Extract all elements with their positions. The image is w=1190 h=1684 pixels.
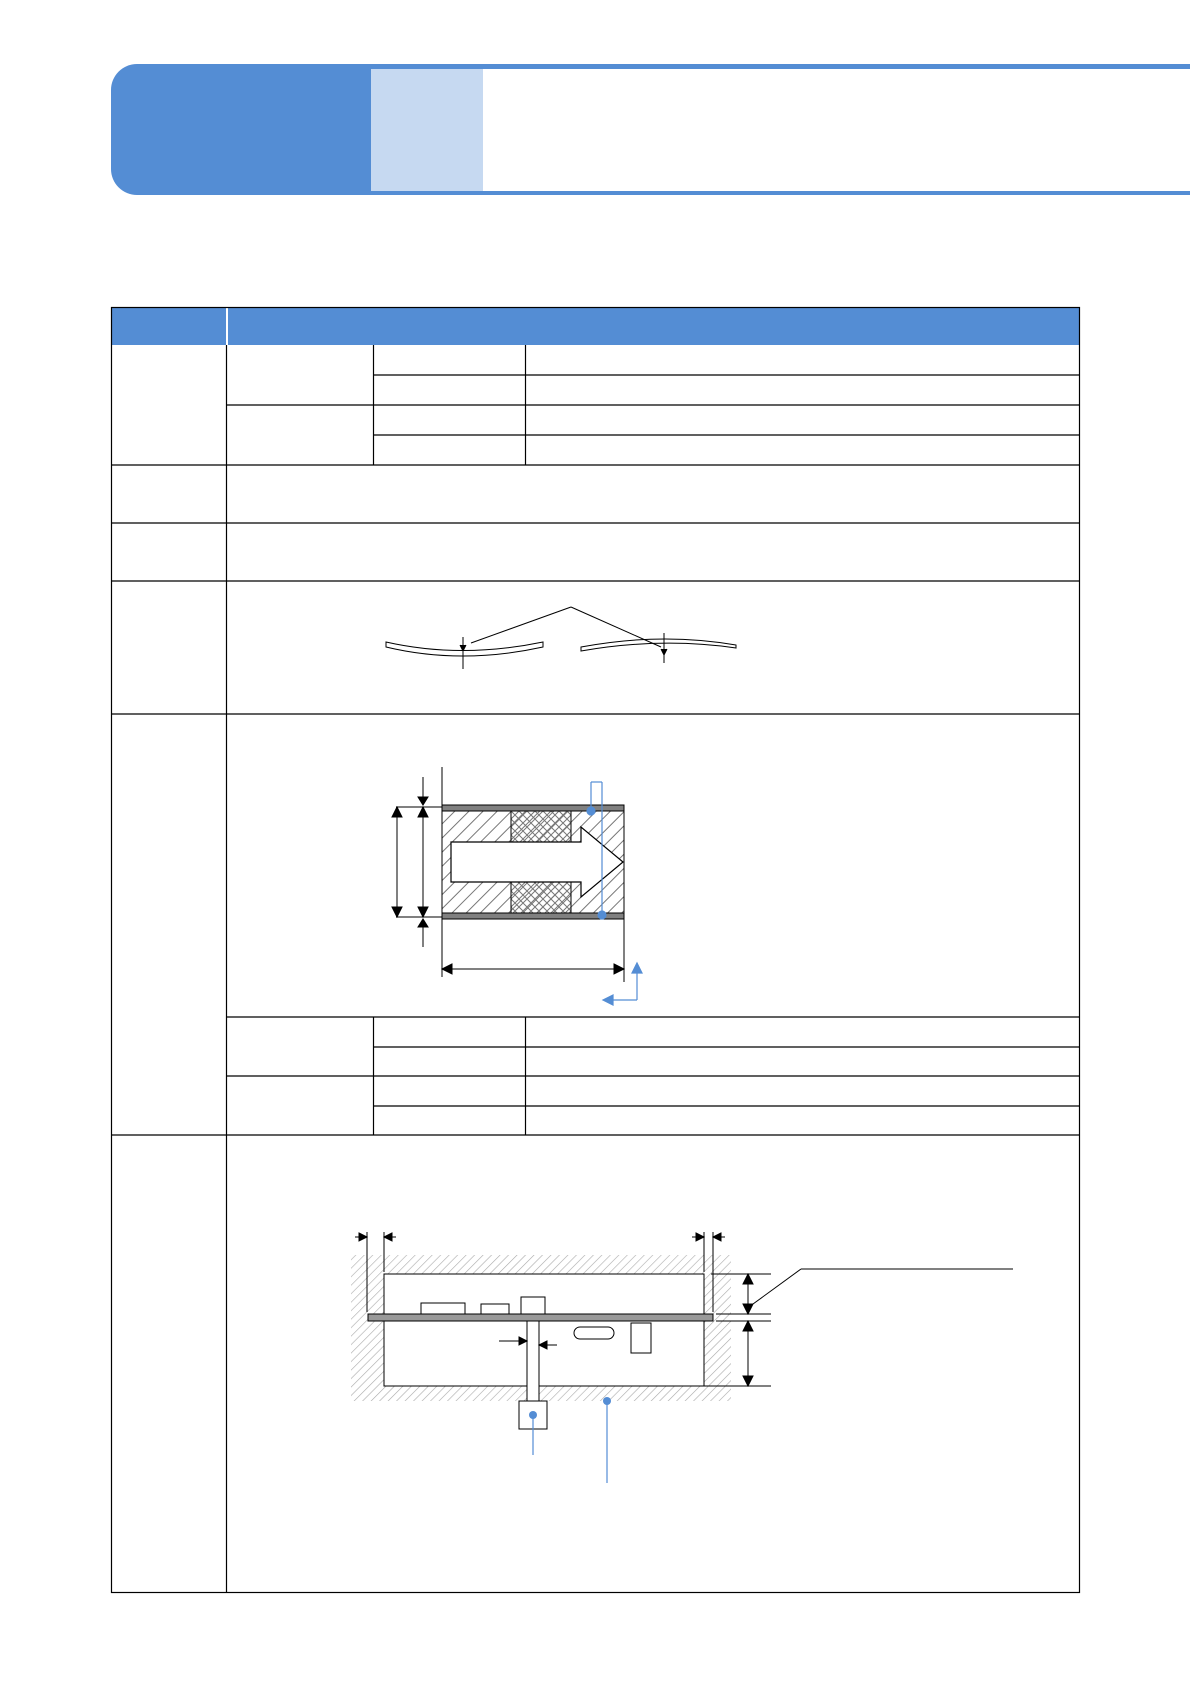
header-chapter-tab <box>111 64 371 195</box>
spec-table <box>111 307 1080 1593</box>
warp-diagram <box>381 607 781 687</box>
header-top-rule <box>371 64 1190 69</box>
header-bottom-rule <box>371 191 1190 195</box>
panel-airflow-diagram <box>391 747 691 987</box>
header-section-tab <box>371 64 483 191</box>
page-header-band <box>111 64 1190 195</box>
mounting-diagram <box>351 1217 1071 1497</box>
